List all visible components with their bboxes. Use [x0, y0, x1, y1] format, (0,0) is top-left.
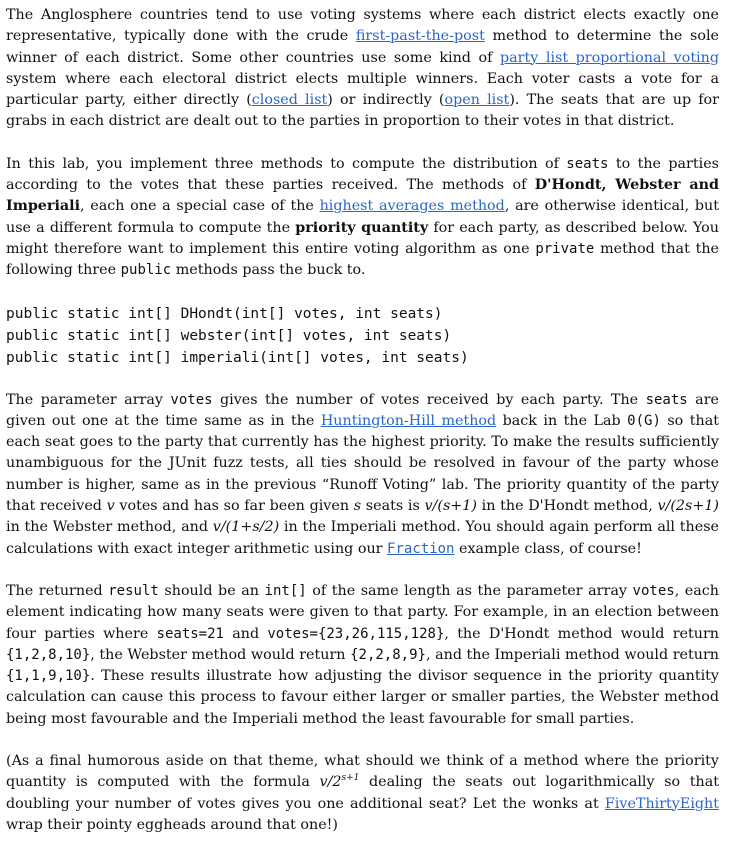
code-public: public [120, 262, 172, 279]
text: gives the number of votes received by each party. The [212, 391, 646, 408]
text: , the Webster method would return [90, 646, 351, 663]
link-party-list-proportional-voting[interactable]: party list proportional voting [499, 49, 719, 66]
code-seats: seats [645, 391, 688, 408]
code-result-imperiali: {1,1,9,10} [6, 668, 91, 685]
text: of the same length as the parameter array [306, 582, 633, 599]
text: , and the Imperiali method would return [425, 646, 719, 663]
text: , each one a special case of the [80, 198, 320, 215]
paragraph-intro [6, 5, 719, 133]
formula-imperiali: v/(1+s/2) [212, 519, 280, 536]
bold-priority-quantity: priority quantity [295, 219, 429, 236]
text: example class, of course! [454, 540, 642, 557]
link-highest-averages-method[interactable]: highest averages method [319, 198, 505, 215]
text: ). The seats that are up for grabs in each district are dealt out to the parties in proportion to their votes in that district. [6, 92, 719, 130]
text: in the Webster method, and [6, 519, 213, 536]
paragraph-result [6, 581, 719, 730]
code-result: result [108, 582, 159, 599]
text: method that the following three [6, 240, 720, 279]
text: for each party, as described below. You might therefore want to implement this entire voting algorithm as one [6, 219, 719, 257]
link-open-list[interactable]: open list [444, 92, 510, 109]
text: ) or indirectly ( [327, 92, 445, 109]
text: . These results illustrate how adjusting the divisor sequence in the priority quantity calculation can cause this process to favour either larger or smaller parties, the Webster method being most favourable and the Imperiali method the least favourable for small parties. [6, 668, 719, 727]
text: seats is [361, 498, 425, 515]
text: votes and has so far been given [114, 498, 354, 515]
spacer [6, 282, 719, 303]
code-result-dhondt: {1,2,8,10} [6, 646, 91, 663]
text: The Anglosphere countries tend to use voting systems where each district elects exactly one representative, typically done with the crude [6, 7, 719, 45]
code-line-webster: public static int[] webster(int[] votes, int seats) [6, 327, 452, 344]
bold-method-names: D'Hondt, Webster and Imperiali [6, 177, 719, 215]
link-closed-list[interactable]: closed list [251, 92, 328, 109]
spacer [6, 560, 719, 581]
text: The parameter array [6, 391, 171, 408]
paragraph-aside [6, 751, 719, 836]
code-block [6, 303, 719, 369]
text: , are otherwise identical, but use a different formula to compute the [6, 198, 719, 236]
text: system where each electoral district elects multiple winners. Each voter casts a vote for a particular party, either directly ( [6, 70, 719, 109]
formula-exponent: s+1 [341, 773, 360, 784]
code-votes-array: votes={23,26,115,128} [267, 625, 445, 642]
var-v: v [106, 498, 115, 515]
code-lab-0g: 0(G) [627, 412, 661, 429]
text: (As a final humorous aside on that theme, what should we think of a method where the priority quantity is computed with the formula [6, 753, 719, 791]
formula-webster: v/(2s+1) [657, 498, 720, 515]
code-line-dhondt: public static int[] DHondt(int[] votes, int seats) [6, 305, 443, 322]
formula-logarithmic [320, 774, 360, 790]
paragraph-methods [6, 154, 719, 282]
code-int-array: int[] [264, 582, 307, 599]
formula-base: v/2 [319, 774, 342, 791]
code-private: private [535, 240, 595, 257]
formula-dhondt: v/(s+1) [424, 498, 477, 515]
code-votes: votes [170, 391, 213, 408]
text: in the D'Hondt method, [476, 498, 658, 515]
text: method to determine the sole winner of each district. Some other countries use some kind of [6, 28, 719, 66]
spacer [6, 133, 719, 154]
text: methods pass the buck to. [171, 262, 366, 279]
text: are given out one at the time same as in the [6, 391, 719, 429]
spacer [6, 730, 719, 751]
code-votes: votes [632, 582, 675, 599]
text: , the D'Hondt method would return [444, 625, 719, 642]
text: in the Imperiali method. You should again perform all these calculations with exact integer arithmetic using our [6, 519, 719, 557]
paragraph-parameters [6, 390, 719, 560]
code-seats: seats [566, 155, 609, 172]
var-s: s [353, 498, 362, 515]
link-first-past-the-post[interactable]: first-past-the-post [355, 28, 485, 45]
text: , each element indicating how many seats were given to that party. For example, in an election between four parties where [6, 582, 720, 642]
link-fivethirtyeight[interactable]: FiveThirtyEight [604, 795, 719, 812]
link-huntington-hill-method[interactable]: Huntington-Hill method [320, 412, 497, 429]
text: to the parties according to the votes that these parties received. The methods of [6, 155, 720, 194]
text: back in the Lab [496, 412, 628, 429]
text: should be an [158, 582, 265, 599]
text: In this lab, you implement three methods to compute the distribution of [6, 155, 567, 172]
text: wrap their pointy eggheads around that one!) [6, 816, 338, 833]
code-seats-21: seats=21 [156, 625, 224, 642]
text: so that each seat goes to the party that currently has the highest priority. To make the results sufficiently unambiguous for the JUnit fuzz tests, all ties should be resolved in favour of the party whose number is higher, same as in the previous “Runoff Voting” lab. The priority quantity of the party that received [6, 412, 719, 515]
text: The returned [6, 582, 109, 599]
text: and [223, 625, 268, 642]
code-line-imperiali: public static int[] imperiali(int[] votes, int seats) [6, 349, 469, 366]
text: dealing the seats out logarithmically so that doubling your number of votes gives you one additional seat? Let the wonks at [6, 774, 719, 812]
spacer [6, 369, 719, 390]
link-fraction-class[interactable]: Fraction [387, 540, 455, 557]
code-result-webster: {2,2,8,9} [350, 646, 426, 663]
